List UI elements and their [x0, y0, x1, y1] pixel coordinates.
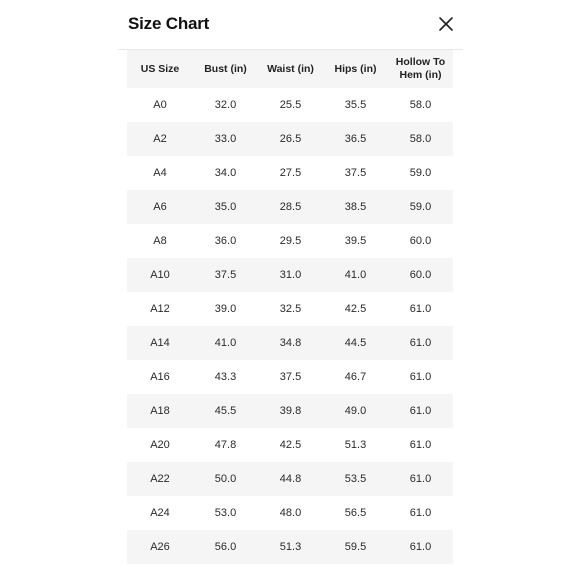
cell-hips: 42.5	[323, 292, 388, 326]
cell-bust: 53.0	[193, 496, 258, 530]
cell-hips: 44.5	[323, 326, 388, 360]
cell-hips: 35.5	[323, 88, 388, 122]
size-table	[127, 50, 453, 564]
cell-us-size: A2	[127, 122, 193, 156]
header-bust: Bust (in)	[193, 50, 258, 88]
cell-hollow-to-hem: 61.0	[388, 394, 453, 428]
cell-hollow-to-hem: 61.0	[388, 326, 453, 360]
cell-bust: 56.0	[193, 530, 258, 564]
cell-hips: 39.5	[323, 224, 388, 258]
cell-waist: 48.0	[258, 496, 323, 530]
cell-bust: 32.0	[193, 88, 258, 122]
table-row	[127, 224, 453, 258]
cell-us-size: A20	[127, 428, 193, 462]
cell-hollow-to-hem: 59.0	[388, 190, 453, 224]
cell-waist: 39.8	[258, 394, 323, 428]
table-row	[127, 326, 453, 360]
cell-waist: 31.0	[258, 258, 323, 292]
cell-waist: 34.8	[258, 326, 323, 360]
table-row	[127, 190, 453, 224]
cell-bust: 34.0	[193, 156, 258, 190]
cell-waist: 51.3	[258, 530, 323, 564]
table-row	[127, 530, 453, 564]
cell-hollow-to-hem: 60.0	[388, 258, 453, 292]
table-header-row	[127, 50, 453, 88]
cell-us-size: A4	[127, 156, 193, 190]
cell-us-size: A22	[127, 462, 193, 496]
cell-bust: 45.5	[193, 394, 258, 428]
cell-hips: 53.5	[323, 462, 388, 496]
cell-bust: 43.3	[193, 360, 258, 394]
cell-hollow-to-hem: 61.0	[388, 462, 453, 496]
cell-hollow-to-hem: 61.0	[388, 360, 453, 394]
cell-waist: 25.5	[258, 88, 323, 122]
table-row	[127, 496, 453, 530]
cell-hollow-to-hem: 60.0	[388, 224, 453, 258]
cell-bust: 36.0	[193, 224, 258, 258]
cell-us-size: A24	[127, 496, 193, 530]
table-body	[127, 88, 453, 564]
table-row	[127, 122, 453, 156]
cell-hollow-to-hem: 59.0	[388, 156, 453, 190]
table-row	[127, 292, 453, 326]
cell-waist: 44.8	[258, 462, 323, 496]
table-row	[127, 88, 453, 122]
cell-us-size: A14	[127, 326, 193, 360]
cell-waist: 29.5	[258, 224, 323, 258]
cell-hips: 51.3	[323, 428, 388, 462]
header-hollow-to-hem: Hollow To Hem (in)	[388, 50, 453, 88]
cell-bust: 35.0	[193, 190, 258, 224]
cell-us-size: A18	[127, 394, 193, 428]
cell-waist: 32.5	[258, 292, 323, 326]
cell-bust: 50.0	[193, 462, 258, 496]
cell-waist: 26.5	[258, 122, 323, 156]
cell-us-size: A10	[127, 258, 193, 292]
modal-header	[0, 0, 580, 50]
header-us-size: US Size	[127, 50, 193, 88]
close-button[interactable]	[436, 14, 456, 34]
header-waist: Waist (in)	[258, 50, 323, 88]
cell-bust: 47.8	[193, 428, 258, 462]
cell-us-size: A8	[127, 224, 193, 258]
header-hips: Hips (in)	[323, 50, 388, 88]
cell-hollow-to-hem: 61.0	[388, 530, 453, 564]
table-row	[127, 258, 453, 292]
cell-hips: 37.5	[323, 156, 388, 190]
cell-bust: 33.0	[193, 122, 258, 156]
table-row	[127, 462, 453, 496]
cell-bust: 37.5	[193, 258, 258, 292]
table-header	[127, 50, 453, 88]
cell-us-size: A6	[127, 190, 193, 224]
cell-hollow-to-hem: 61.0	[388, 292, 453, 326]
cell-hollow-to-hem: 61.0	[388, 428, 453, 462]
cell-us-size: A12	[127, 292, 193, 326]
cell-bust: 39.0	[193, 292, 258, 326]
modal-title: Size Chart	[128, 14, 210, 33]
cell-hollow-to-hem: 61.0	[388, 496, 453, 530]
cell-waist: 27.5	[258, 156, 323, 190]
table-row	[127, 156, 453, 190]
table-row	[127, 428, 453, 462]
cell-waist: 42.5	[258, 428, 323, 462]
cell-hips: 46.7	[323, 360, 388, 394]
close-icon	[436, 14, 456, 34]
table-row	[127, 360, 453, 394]
cell-hips: 49.0	[323, 394, 388, 428]
cell-hollow-to-hem: 58.0	[388, 122, 453, 156]
cell-waist: 28.5	[258, 190, 323, 224]
cell-us-size: A0	[127, 88, 193, 122]
table-row	[127, 394, 453, 428]
cell-us-size: A26	[127, 530, 193, 564]
cell-hips: 59.5	[323, 530, 388, 564]
cell-hips: 38.5	[323, 190, 388, 224]
cell-hips: 56.5	[323, 496, 388, 530]
cell-us-size: A16	[127, 360, 193, 394]
cell-hips: 41.0	[323, 258, 388, 292]
cell-waist: 37.5	[258, 360, 323, 394]
cell-bust: 41.0	[193, 326, 258, 360]
cell-hollow-to-hem: 58.0	[388, 88, 453, 122]
cell-hips: 36.5	[323, 122, 388, 156]
size-table-container	[127, 50, 453, 564]
